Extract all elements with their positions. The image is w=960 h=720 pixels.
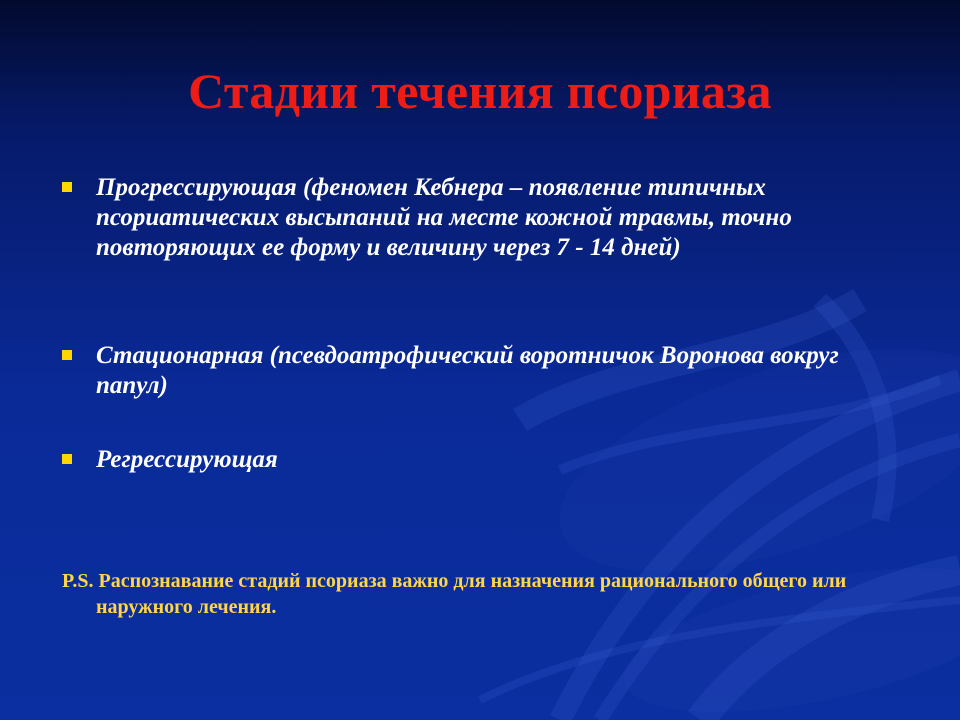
bullet-item-regressive — [62, 445, 856, 475]
slide-title: Стадии течения псориаза — [188, 63, 772, 119]
bullet-text: Стационарная (псевдоатрофический воротничок Воронова вокруг папул) — [96, 342, 839, 399]
bullet-text: Прогрессирующая (феномен Кебнера – появление типичных псориатических высыпаний на месте кожной травмы, точно повторяющих ее форму и величину через 7 - 14 дней) — [96, 174, 792, 261]
square-bullet-icon — [62, 182, 72, 192]
bullet-item-stationary — [62, 341, 856, 401]
bullet-item-progressive — [62, 173, 856, 263]
square-bullet-icon — [62, 454, 72, 464]
bullet-text: Регрессирующая — [96, 446, 278, 473]
postscript-note: P.S. Распознавание стадий псориаза важно для назначения рационального общего или наружного лечения. — [62, 570, 847, 618]
square-bullet-icon — [62, 350, 72, 360]
